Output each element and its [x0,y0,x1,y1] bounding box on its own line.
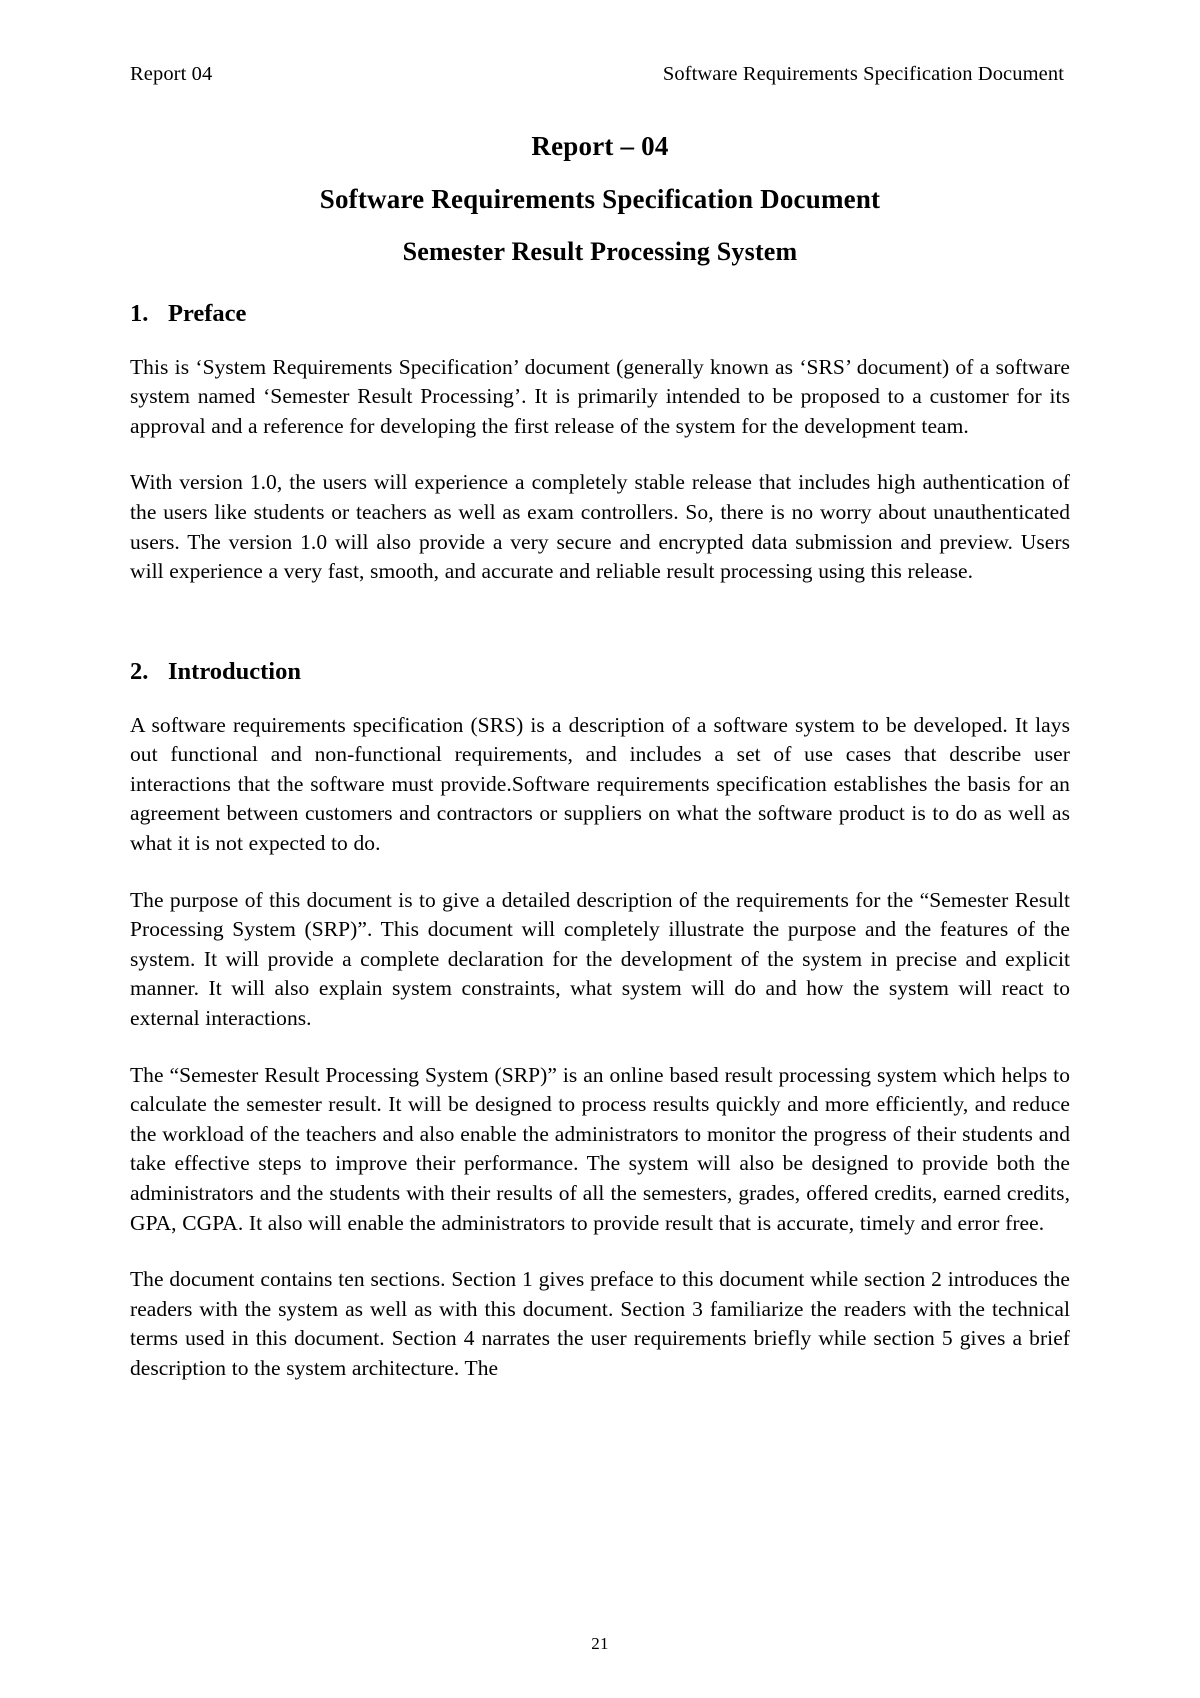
paragraph-introduction-4: The document contains ten sections. Section 1 gives preface to this document while section 2 introduces the readers with the system as well as with this document. Section 3 familiarize the readers with the technical terms used in this document. Section 4 narrates the user requirements briefly while section 5 gives a brief description to the system architecture. The [130,1267,1070,1380]
running-header [130,62,1070,87]
section-title-preface: Preface [168,299,247,327]
paragraph-preface-1: This is ‘System Requirements Specification’ document (generally known as ‘SRS’ document) of a software system named ‘Semester Result Processing’. It is primarily intended to be proposed to a customer for its approval and a reference for developing the first release of the system for the development team. [130,354,1070,438]
paragraph-preface-2: With version 1.0, the users will experience a completely stable release that includes high authentication of the users like students or teachers as well as exam controllers. So, there is no worry about unauthenticated users. The version 1.0 will also provide a very secure and encrypted data submission and preview. Users will experience a very fast, smooth, and accurate and reliable result processing using this release. [130,470,1070,584]
section-number-preface: 1. [130,299,149,327]
section-heading-preface [130,301,1070,328]
document-title-line-3: Semester Result Processing System [402,236,798,266]
header-left-label: Report 04 [130,63,213,85]
section-number-introduction: 2. [130,657,149,685]
page-number: 21 [591,1634,609,1653]
paragraph-introduction-2: The purpose of this document is to give a detailed description of the requirements for the “Semester Result Processing System (SRP)”. This document will completely illustrate the purpose and the features of the system. It will provide a complete declaration for the development of the system in precise and explicit manner. It will also explain system constraints, what system will do and how the system will react to external interactions. [130,887,1070,1030]
header-right-label: Software Requirements Specification Document [662,63,1064,85]
section-heading-introduction [130,659,1070,686]
paragraph-introduction-3: The “Semester Result Processing System (SRP)” is an online based result processing system which helps to calculate the semester result. It will be designed to process results quickly and more efficiently, and reduce the workload of the teachers and also enable the administrators to monitor the progress of their students and take effective steps to improve their performance. The system will also be designed to provide both the administrators and the students with their results of all the semesters, grades, offered credits, earned credits, GPA, CGPA. It also will enable the administrators to provide result that is accurate, timely and error free. [130,1062,1070,1235]
paragraph-introduction-1: A software requirements specification (SRS) is a description of a software system to be developed. It lays out functional and non-functional requirements, and includes a set of use cases that describe user interactions that the software must provide.Software requirements specification establishes the basis for an agreement between customers and contractors or suppliers on what the software product is to do as well as what it is not expected to do. [130,712,1070,855]
section-title-introduction: Introduction [168,657,301,685]
document-title-line-2: Software Requirements Specification Document [319,183,881,214]
title-block [130,130,1070,266]
document-title-line-1: Report – 04 [531,130,669,161]
